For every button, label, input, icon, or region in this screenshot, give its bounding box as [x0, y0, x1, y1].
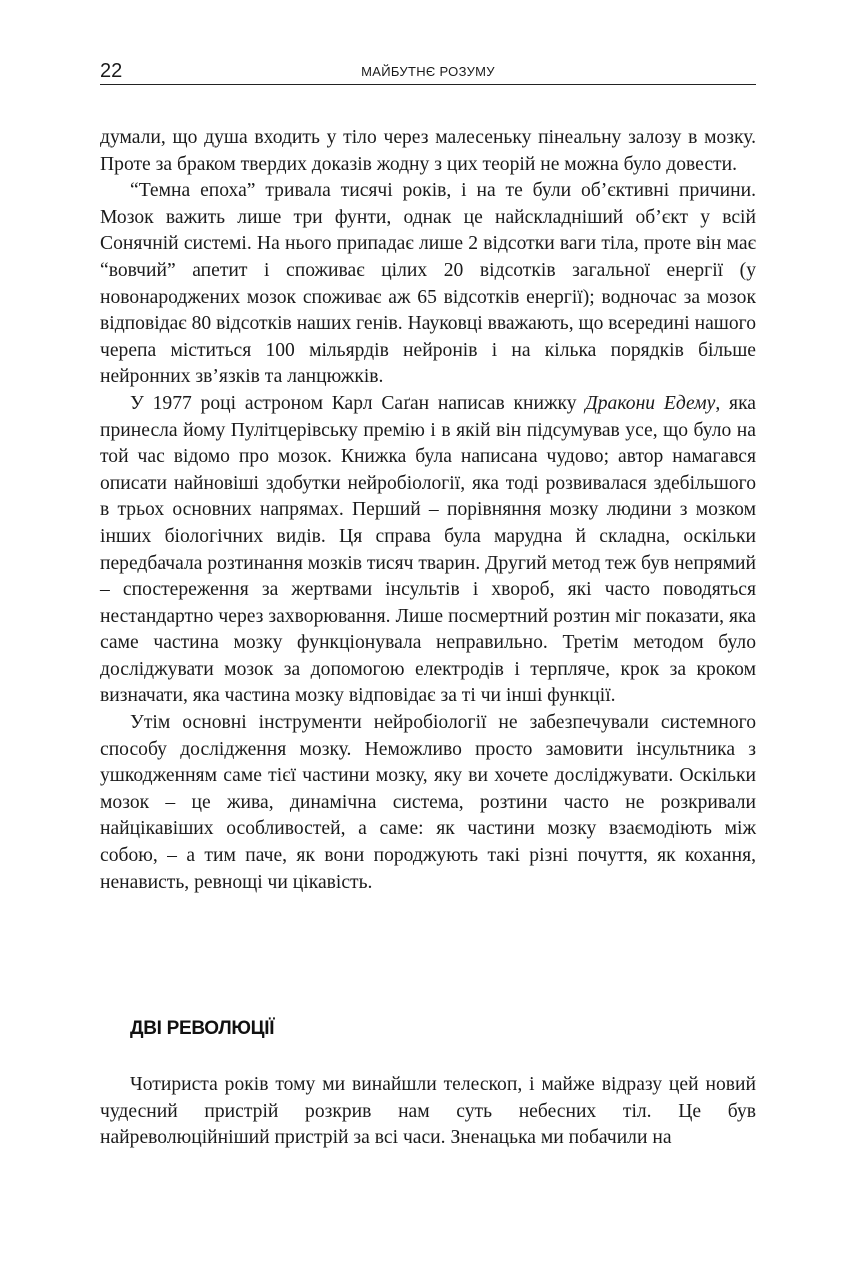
section-heading: ДВІ РЕВОЛЮЦІЇ	[130, 1018, 275, 1039]
paragraph-tools: Утім основні інструменти нейробіології не забезпечували системного способу дослідження мозку. Неможливо просто замовити інсультника з ушкодженням саме тієї частини мозку, яку ви хочете досліджувати. Оскільки мозок – це жива, динамічна система, розтини часто не розкривали найцікавіших особливостей, а саме: як частини мозку взаємодіють між собою, – а тим паче, як вони породжують такі різні почуття, як кохання, ненависть, ревнощі чи цікавість.	[100, 712, 756, 893]
page-number: 22	[100, 60, 123, 82]
running-header	[100, 58, 756, 85]
running-head-book-title: МАЙБУТНЄ РОЗУМУ	[361, 64, 495, 79]
main-text-block	[100, 125, 756, 896]
paragraph-sagan: У 1977 році астроном Карл Саґан написав книжку Дракони Едему, яка принесла йому Пулітцерівську премію і в якій він підсумував усе, що було на той час відомо про мозок. Книжка була написана чудово; автор намагався описати найновіші здобутки нейробіології, яка тоді розвивалася здебільшого в трьох основних напрямах. Перший – порівняння мозку людини з мозком інших біологічних видів. Ця справа була марудна й складна, оскільки передбачала розтинання мозків тисяч тварин. Другий метод теж був непрямий – спостереження за жертвами інсультів і хвороб, які часто поводяться нестандартно через захворювання. Лише посмертний розтин міг показати, яка саме частина мозку функціонувала неправильно. Третім методом було досліджувати мозок за допомогою електродів і терпляче, крок за кроком визначати, яка частина мозку відповідає за ті чи інші функції.	[100, 392, 757, 707]
section-text-block	[100, 1072, 756, 1152]
paragraph-telescope: Чотириста років тому ми винайшли телескоп, і майже відразу цей новий чудесний пристрій розкрив нам суть небесних тіл. Це був найреволюційніший пристрій за всі часи. Зненацька ми побачили на	[100, 1074, 756, 1149]
book-title-italic: Дракони Едему	[585, 392, 716, 414]
paragraph-dark-age: “Темна епоха” тривала тисячі років, і на те були об’єктивні причини. Мозок важить лише три фунти, однак це найскладніший об’єкт у всій Сонячній системі. На нього припадає лише 2 відсотки ваги тіла, проте він має “вовчий” апетит і споживає цілих 20 відсотків загальної енергії (у новонароджених мозок споживає аж 65 відсотків енергії); водночас за мозок відповідає 80 відсотків наших генів. Науковці вважають, що всередині нашого черепа міститься 100 мільярдів нейронів і на кілька порядків більше нейронних зв’язків та ланцюжків.	[100, 180, 756, 388]
paragraph-continuation: думали, що душа входить у тіло через малесеньку пінеальну залозу в мозку. Проте за браком твердих доказів жодну з цих теорій не можна було довести.	[100, 127, 756, 175]
